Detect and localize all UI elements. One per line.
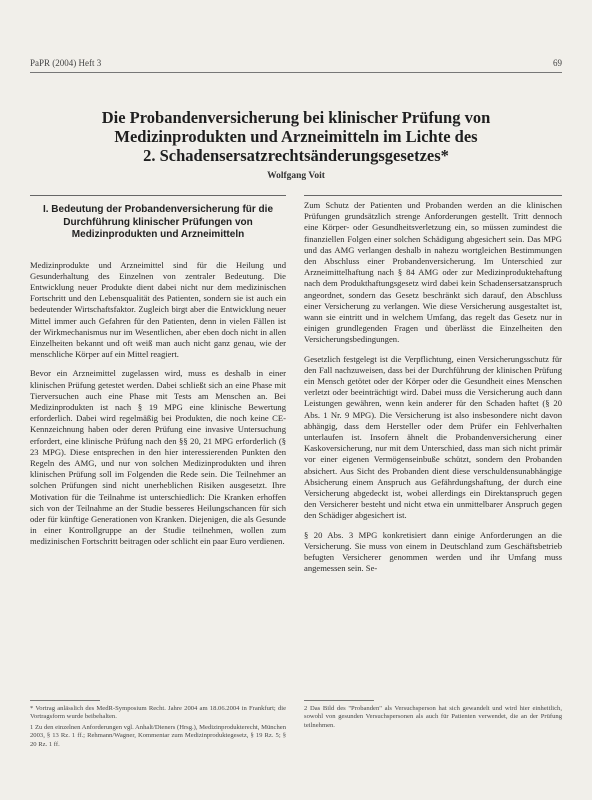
journal-citation: PaPR (2004) Heft 3 xyxy=(30,58,102,68)
article-title-block xyxy=(40,108,552,181)
header-rule xyxy=(30,72,562,73)
footnote-rule xyxy=(30,700,100,701)
article-title-line-3: 2. Schadensersatzrechtsänderungsgesetzes* xyxy=(143,146,449,165)
section-heading: I. Bedeutung der Probandenversicherung für die Durchführung klinischer Prüfungen von Medizinprodukten und Arzneimitteln xyxy=(42,204,274,240)
footnote-rule xyxy=(304,700,374,701)
article-title-line-1: Die Probandenversicherung bei klinischer Prüfung von xyxy=(101,108,491,127)
footnote: * Vortrag anlässlich des MedR-Symposium Recht. Jahre 2004 am 18.06.2004 in Frankfurt; die Vortragsform wurde beibehalten. xyxy=(30,705,286,721)
body-paragraph: § 20 Abs. 3 MPG konkretisiert dann einige Anforderungen an die Versicherung. Sie muss von einem in Deutschland zum Geschäftsbetrieb befugten Versicherer genommen werden und ihr Umfang muss angemessen sein. Se- xyxy=(304,529,562,574)
article-title-line-2: Medizinprodukten und Arzneimitteln im Lichte des xyxy=(114,127,478,146)
footnote: 2 Das Bild des "Probanden" als Versuchsperson hat sich gewandelt und wird hier einheitlich, sowohl von gesunden Versuchspersonen als auch für Patienten verwendet, die an der Prüfung teilnehmen. xyxy=(304,705,562,729)
page-number: 69 xyxy=(553,58,562,68)
left-column xyxy=(30,200,286,556)
running-head xyxy=(30,58,562,68)
left-column-rule xyxy=(30,195,286,196)
body-paragraph: Gesetzlich festgelegt ist die Verpflichtung, einen Versicherungsschutz für den Fall nachzuweisen, dass bei der Durchführung der klinischen Prüfung ein Mensch getötet oder der Körper oder die Gesundheit eines Menschen verletzt oder beeinträchtigt wird. Dabei muss die Versicherung auch dann Leistungen gewähren, wenn kein anderer für den Schaden haftet (§ 20 Abs. 1 Nr. 9 MPG). Die Versicherung ist also insbesondere nicht davon abhängig, dass dem Hersteller oder dem Prüfer ein Fehlverhalten unterlaufen ist. Insofern ähnelt die Probandenversicherung einer Kaskoversicherung, nur mit dem Unterschied, dass man sich nicht primär vor einer eigenen Vermögenseinbuße schützt, sondern den Probanden absichert. Aus Sicht des Probanden dient diese verschuldensunabhängige Absicherung einem Anspruch aus Gefährdungshaftung, der durch eine Versicherung abgedeckt ist, wobei allerdings ein Direktanspruch gegen den Versicherer besteht und nicht etwa ein unmittelbarer Anspruch gegen den Schädiger abgesichert ist. xyxy=(304,353,562,521)
left-footnotes xyxy=(30,705,286,751)
author-name: Wolfgang Voit xyxy=(267,171,325,181)
footnote: 1 Zu den einzelnen Anforderungen vgl. Anhalt/Dieners (Hrsg.), Medizinprodukterecht, München 2003, § 13 Rz. 1 ff.; Rehmann/Wagner, Kommentar zum Medizinproduktegesetz, § 19 Rz. 5; § 20 Rz. 1 ff. xyxy=(30,723,286,748)
body-paragraph: Medizinprodukte und Arzneimittel sind für die Heilung und Gesunderhaltung des Einzelnen von zentraler Bedeutung. Die Entwicklung neuer Produkte dient dabei nicht nur dem medizinischen Fortschritt und den Lebensqualität des Patienten, sondern sie ist auch ein bedeutender Wirtschaftsfaktor. Zugleich birgt aber die Entwicklung neuer Mittel immer auch Gefahren für den Patienten, denn in vielen Fällen ist der Wirkmechanismus nur im Wesentlichen, aber eben doch nicht in allen Einzelheiten bekannt und oft weiß man auch nicht ganz genau, wie der menschliche Körper auf ein Mittel reagiert. xyxy=(30,259,286,360)
body-paragraph: Zum Schutz der Patienten und Probanden werden an die klinischen Prüfungen grundsätzlich strenge Anforderungen gestellt. Tritt dennoch eine Körper- oder Gesundheitsverletzung ein, so müssen zumindest die finanziellen Folgen einer solchen Schädigung abgesichert sein. Das MPG und das AMG verlangen deshalb in nahezu wortgleichen Bestimmungen den Abschluss einer Probandenversicherung. Im Unterschied zur Arzneimittelhaftung nach § 84 AMG oder zur Medizinproduktehaftung nach dem Produkthaftungsgesetz wird dabei kein Schadensersatzanspruch angeordnet, sondern das Gesetz beschränkt sich darauf, den Abschluss einer Versicherung zu verlangen. Wie diese Versicherung ausgestaltet ist, wann sie eintritt und in welchem Umfang, das regelt das Gesetz nur in einigen grundlegenden Fragen und überlässt die Einzelheiten den Versicherungsbedingungen. xyxy=(304,200,562,345)
right-column-rule xyxy=(304,195,562,196)
right-footnotes xyxy=(304,705,562,732)
body-paragraph: Bevor ein Arzneimittel zugelassen wird, muss es deshalb in einer klinischen Prüfung getestet werden. Dabei schließt sich an eine Phase mit Tierversuchen auch eine Phase mit Tests am Menschen an. Bei Medizinprodukten ist nach § 19 MPG eine klinische Bewertung erforderlich. Dabei wird regelmäßig bei Produkten, die noch keine CE-Kennzeichnung haben oder deren Prüfung eine invasive Untersuchung erfordert, eine klinische Prüfung nach den §§ 20, 21 MPG erforderlich (§ 23 MPG). Diese entsprechen in den hier interessierenden Punkten den Regeln des AMG, und nur von solchen Medizinprodukten und ihren klinischen Prüfung soll im Folgenden die Rede sein. Die Teilnehmer an solchen Prüfungen sind nicht unerheblichen Risiken ausgesetzt. Ihre Motivation für die Teilnahme ist unterschiedlich: Die Kranken erhoffen sich von der Teilnahme an der Studie besseres Heilungschancen für sich oder für künftige Generationen von Kranken. Diejenigen, die als Gesunde in einer Kontrollgruppe an der Studie teilnehmen, wollen zum medizinischen Fortschritt beitragen oder schlicht ein paar Euro verdienen. xyxy=(30,368,286,547)
right-column xyxy=(304,200,562,583)
